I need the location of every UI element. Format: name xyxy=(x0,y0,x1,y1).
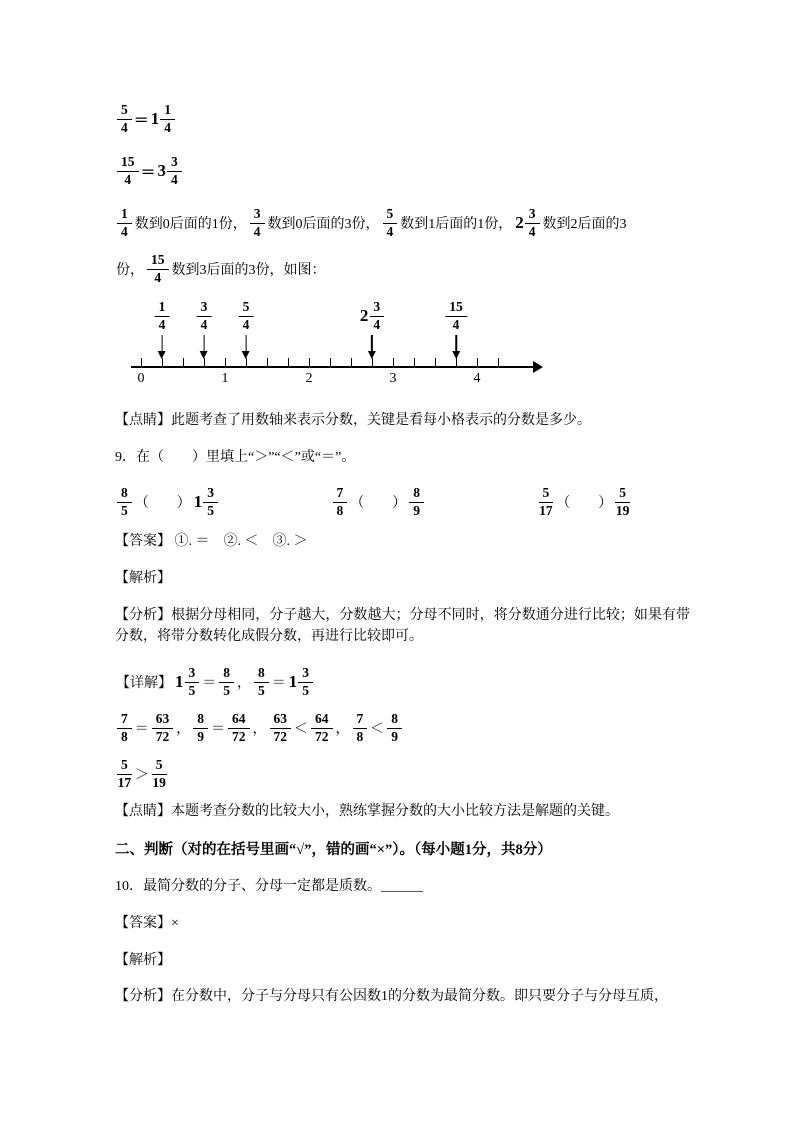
tick-mark xyxy=(267,358,268,366)
numerator: 3 xyxy=(167,155,182,172)
denominator: 4 xyxy=(373,316,381,332)
whole-part: 3 xyxy=(157,161,167,180)
whole-part: 2 xyxy=(515,213,524,232)
denominator: 5 xyxy=(302,682,309,698)
fraction-marker xyxy=(153,300,172,352)
numerator: 3 xyxy=(185,666,200,683)
text-run: ＜ xyxy=(294,722,308,738)
mixed-number xyxy=(515,207,539,240)
denominator: 72 xyxy=(155,728,170,744)
numerator: 63 xyxy=(152,712,174,729)
page-content xyxy=(115,100,690,1023)
text-run: ＝ xyxy=(134,722,149,738)
fraction xyxy=(250,207,265,240)
mixed-number xyxy=(175,666,199,699)
fraction-marker xyxy=(237,300,256,352)
denominator: 5 xyxy=(223,682,230,698)
denominator: 4 xyxy=(164,119,172,135)
axis-number: 4 xyxy=(473,371,481,386)
fraction xyxy=(383,207,398,240)
text-run: ＝ xyxy=(271,676,286,692)
fraction xyxy=(152,712,174,745)
denominator: 4 xyxy=(452,316,460,332)
fraction xyxy=(117,712,132,745)
fraction xyxy=(193,712,208,745)
numerator: 8 xyxy=(117,486,132,503)
text-run: （ ） xyxy=(350,496,407,512)
numerator: 1 xyxy=(117,207,132,224)
numerator: 3 xyxy=(203,486,218,503)
tick-mark xyxy=(435,358,436,366)
fraction xyxy=(117,103,132,136)
numerator: 3 xyxy=(197,300,212,317)
fraction xyxy=(117,758,132,791)
denominator: 4 xyxy=(242,316,250,332)
numerator: 8 xyxy=(254,666,269,683)
numerator: 7 xyxy=(353,712,368,729)
tick-mark xyxy=(162,358,163,366)
dianjing-9: 【点睛】本题考查分数的比较大小，熟练掌握分数的大小比较方法是解题的关键。 xyxy=(115,804,619,820)
tick-mark xyxy=(498,358,499,366)
text-run: 份， xyxy=(116,263,144,278)
numerator: 63 xyxy=(270,712,292,729)
numerator: 8 xyxy=(193,712,208,729)
fraction xyxy=(333,486,348,519)
text-run: ＝ xyxy=(133,112,149,129)
numerator: 5 xyxy=(152,758,167,775)
axis-line xyxy=(131,366,533,368)
fraction xyxy=(353,712,368,745)
text-run: 【详解】 xyxy=(116,676,172,692)
fenxi-10: 【分析】在分数中，分子与分母只有公因数1的分数为最简分数。即只要分子与分母互质， xyxy=(115,989,668,1005)
fraction-marker xyxy=(358,300,386,352)
numerator: 5 xyxy=(615,486,630,503)
number-line-diagram xyxy=(131,298,561,402)
numerator: 3 xyxy=(369,300,384,317)
numerator: 7 xyxy=(333,486,348,503)
tick-mark xyxy=(414,358,415,366)
fraction xyxy=(147,253,169,286)
detail-line-1 xyxy=(115,663,690,701)
text-run: （ ） xyxy=(134,496,191,512)
denominator: 19 xyxy=(152,774,166,790)
tick-mark xyxy=(351,358,352,366)
denominator: 4 xyxy=(200,316,208,332)
detail-line-2 xyxy=(115,709,690,747)
denominator: 9 xyxy=(391,728,398,744)
mixed-number xyxy=(151,103,175,136)
numerator: 5 xyxy=(117,103,132,120)
denominator: 8 xyxy=(121,728,128,744)
text-run: 数到3后面的3份，如图： xyxy=(171,263,326,278)
denominator: 5 xyxy=(207,502,214,518)
down-arrow-icon xyxy=(455,335,457,352)
question-10: 10．最简分数的分子、分母一定都是质数。______ xyxy=(115,879,423,895)
tick-mark xyxy=(246,358,247,366)
fraction xyxy=(270,712,292,745)
tick-mark xyxy=(288,358,289,366)
fenxi-9: 【分析】根据分母相同，分子越大，分数越大；分母不同时，将分数通分进行比较；如果有带分数，将带分数转化成假分数，再进行比较即可。 xyxy=(115,607,690,645)
text-run: ＜ xyxy=(370,722,385,738)
numerator: 3 xyxy=(298,666,313,683)
fraction xyxy=(117,207,132,240)
numerator: 8 xyxy=(387,712,402,729)
text-run: ， xyxy=(176,722,191,738)
compare-item-2 xyxy=(331,483,427,521)
jiexi-10: 【解析】 xyxy=(115,952,171,968)
numerator: 1 xyxy=(160,103,175,120)
numerator: 8 xyxy=(409,486,424,503)
denominator: 9 xyxy=(197,728,204,744)
numerator: 3 xyxy=(525,207,540,224)
axis-number: 2 xyxy=(305,371,313,386)
numerator: 15 xyxy=(147,253,169,270)
denominator: 4 xyxy=(124,171,132,187)
text-run: ， xyxy=(252,722,267,738)
tick-mark xyxy=(372,358,373,366)
down-arrow-icon xyxy=(161,335,163,352)
denominator: 8 xyxy=(336,502,344,518)
fraction xyxy=(117,155,139,188)
fraction xyxy=(409,486,424,519)
numerator: 64 xyxy=(311,712,333,729)
axis-number: 3 xyxy=(389,371,397,386)
text-run: （ ） xyxy=(556,496,613,512)
tick-mark xyxy=(330,358,331,366)
denominator: 4 xyxy=(528,223,536,239)
text-run: ＞ xyxy=(134,768,149,784)
text-run: ， xyxy=(335,722,350,738)
numerator: 15 xyxy=(117,155,139,172)
whole-part: 1 xyxy=(175,672,184,692)
down-arrow-icon xyxy=(371,335,373,352)
answer-9: 【答案】 ①. ＝ ②. ＜ ③. ＞ xyxy=(115,534,308,550)
fraction xyxy=(254,666,269,699)
mixed-number xyxy=(360,300,384,333)
fraction xyxy=(219,666,234,699)
whole-part: 1 xyxy=(193,492,203,512)
mixed-number xyxy=(289,666,313,699)
tick-mark xyxy=(456,358,457,366)
denominator: 4 xyxy=(253,223,261,239)
answer-10: 【答案】× xyxy=(115,915,179,931)
text-run: 数到2后面的3 xyxy=(542,217,627,232)
text-run: 数到1后面的1份， xyxy=(400,217,513,232)
whole-part: 2 xyxy=(359,306,369,326)
text-run: ， xyxy=(237,676,251,692)
denominator: 72 xyxy=(315,728,329,744)
fraction xyxy=(152,758,167,791)
numerator: 1 xyxy=(155,300,170,317)
denominator: 17 xyxy=(117,774,132,790)
mixed-number xyxy=(194,486,218,519)
numerator: 5 xyxy=(117,758,132,775)
jiexi-9: 【解析】 xyxy=(115,571,171,587)
tick-mark xyxy=(141,358,142,366)
denominator: 4 xyxy=(121,119,128,135)
fraction xyxy=(539,486,554,519)
axis-arrow-icon xyxy=(533,361,543,373)
text-run: ＝ xyxy=(140,164,156,181)
numerator: 8 xyxy=(219,666,234,683)
numerator: 64 xyxy=(228,712,250,729)
equation-15-4 xyxy=(115,152,690,190)
question-9: 9．在（ ）里填上“＞”“＜”或“＝”。 xyxy=(115,449,356,465)
axis-number: 0 xyxy=(137,371,145,386)
down-arrow-icon xyxy=(245,335,247,352)
fraction xyxy=(311,712,333,745)
detail-line-3 xyxy=(115,755,690,793)
explanation-line-2 xyxy=(115,250,690,288)
numerator: 3 xyxy=(250,207,265,224)
numerator: 7 xyxy=(117,712,132,729)
text-run: 数到0后面的3份， xyxy=(267,217,380,232)
denominator: 4 xyxy=(154,269,162,285)
numerator: 5 xyxy=(239,300,254,317)
tick-mark xyxy=(204,358,205,366)
explanation-line-1 xyxy=(115,204,690,242)
mixed-number xyxy=(158,155,182,188)
note-dianjing-8: 【点睛】此题考查了用数轴来表示分数，关键是看每小格表示的分数是多少。 xyxy=(115,413,591,428)
down-arrow-icon xyxy=(203,335,205,352)
denominator: 4 xyxy=(158,316,166,332)
denominator: 17 xyxy=(539,502,553,518)
fraction xyxy=(387,712,402,745)
equation-5-4 xyxy=(115,100,690,138)
fraction xyxy=(615,486,630,519)
denominator: 5 xyxy=(121,502,128,518)
fraction xyxy=(197,300,212,333)
denominator: 4 xyxy=(121,223,128,239)
denominator: 5 xyxy=(188,682,196,698)
denominator: 8 xyxy=(356,728,364,744)
fraction xyxy=(155,300,170,333)
numerator: 5 xyxy=(539,486,554,503)
text-run: ＝ xyxy=(202,676,217,692)
denominator: 5 xyxy=(258,682,265,698)
section-2-heading: 二、判断（对的在括号里画“√”，错的画“×”）。（每小题1分，共8分） xyxy=(115,841,552,858)
fraction-marker xyxy=(195,300,214,352)
whole-part: 1 xyxy=(288,672,298,692)
tick-mark xyxy=(183,358,184,366)
denominator: 72 xyxy=(273,728,287,744)
tick-mark xyxy=(393,358,394,366)
comparison-row xyxy=(115,483,690,521)
fraction xyxy=(445,300,467,333)
fraction xyxy=(117,486,132,519)
fraction xyxy=(228,712,250,745)
tick-mark xyxy=(309,358,310,366)
denominator: 4 xyxy=(171,171,178,187)
tick-mark xyxy=(225,358,226,366)
text-run: ＝ xyxy=(211,722,225,738)
fraction xyxy=(239,300,254,333)
numerator: 5 xyxy=(383,207,398,224)
numerator: 15 xyxy=(445,300,467,317)
axis-number: 1 xyxy=(221,371,229,386)
tick-mark xyxy=(477,358,478,366)
compare-item-3 xyxy=(537,483,633,521)
denominator: 72 xyxy=(232,728,246,744)
text-run: 数到0后面的1份， xyxy=(134,217,247,232)
denominator: 4 xyxy=(386,223,394,239)
denominator: 19 xyxy=(615,502,630,518)
fraction-marker xyxy=(443,300,469,352)
whole-part: 1 xyxy=(150,109,160,128)
denominator: 9 xyxy=(413,502,420,518)
compare-item-1 xyxy=(115,483,220,521)
